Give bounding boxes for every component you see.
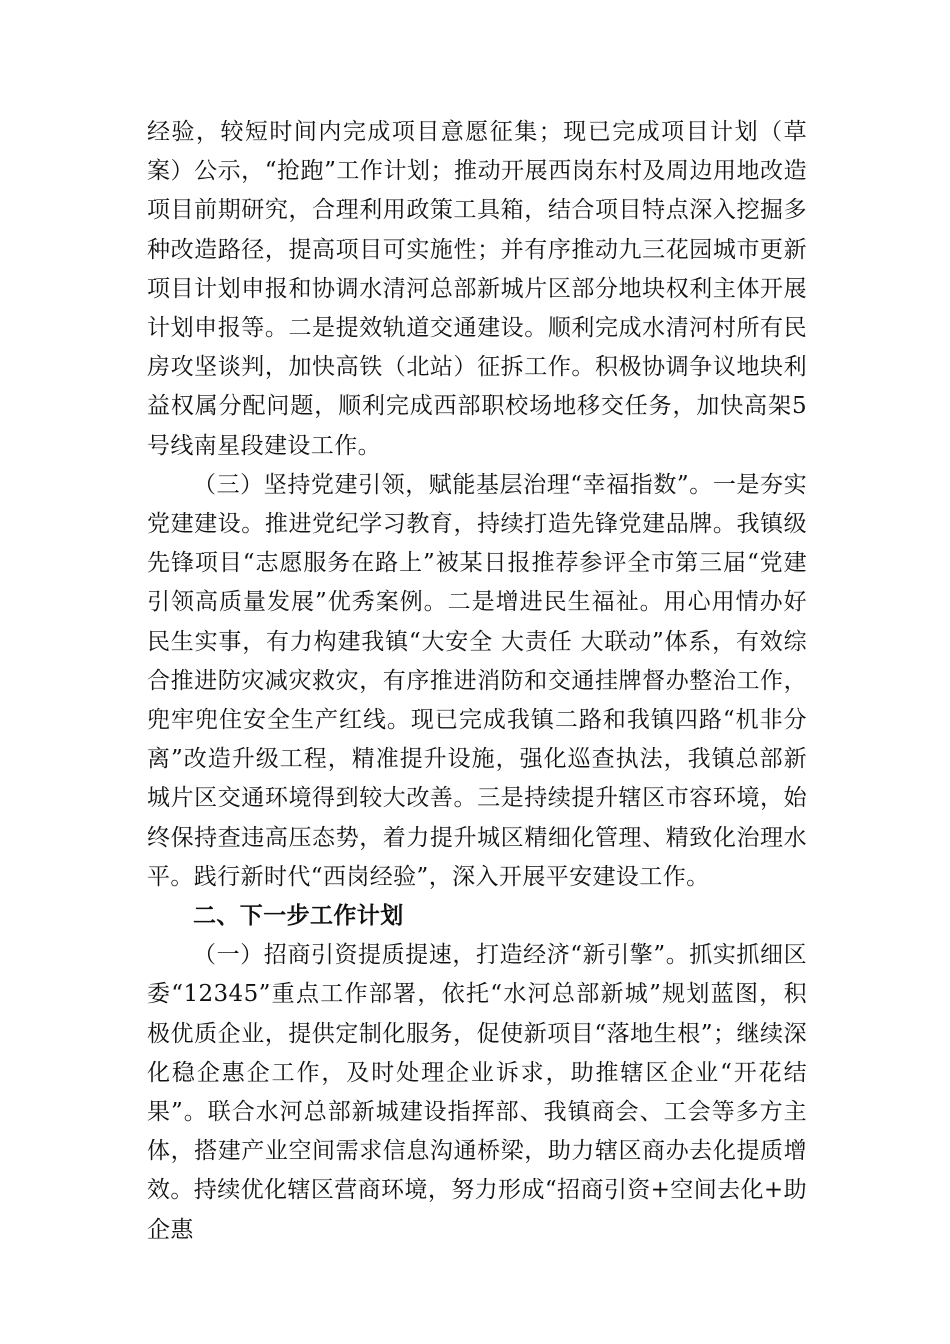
body-paragraph-3: （一）招商引资提质提速，打造经济“新引擎”。抓实抓细区委“12345”重点工作部署，依托“水河总部新城”规划蓝图，积极优质企业，提供定制化服务，促使新项目“落地生根”；继续深化稳企惠企工作，及时处理企业诉求，助推辖区企业“开花结果”。联合水河总部新城建设指挥部、我镇商会、工会等多方主体，搭建产业空间需求信息沟通桥梁，助力辖区商办去化提质增效。持续优化辖区营商环境，努力形成“招商引资+空间去化+助企惠 xyxy=(147,942,807,1243)
body-paragraph-1: 经验，较短时间内完成项目意愿征集；现已完成项目计划（草案）公示，“抢跑”工作计划；推动开展西岗东村及周边用地改造项目前期研究，合理利用政策工具箱，结合项目特点深入挖掘多种改造路径，提高项目可实施性；并有序推动九三花园城市更新项目计划申报和协调水清河总部新城片区部分地块权利主体开展计划申报等。二是提效轨道交通建设。顺利完成水清河村所有民房攻坚谈判，加快高铁（北站）征拆工作。积极协调争议地块利益权属分配问题，顺利完成西部职校场地移交任务，加快高架5号线南星段建设工作。 xyxy=(147,119,807,459)
body-paragraph-2: （三）坚持党建引领，赋能基层治理“幸福指数”。一是夯实党建建设。推进党纪学习教育，持续打造先锋党建品牌。我镇级先锋项目“志愿服务在路上”被某日报推荐参评全市第三届“党建引领高质量发展”优秀案例。二是增进民生福祉。用心用情办好民生实事，有力构建我镇“大安全 大责任 大联动”体系，有效综合推进防灾减灾救灾，有序推进消防和交通挂牌督办整治工作，兜牢兜住安全生产红线。现已完成我镇二路和我镇四路“机非分离”改造升级工程，精准提升设施，强化巡查执法，我镇总部新城片区交通环境得到较大改善。三是持续提升辖区市容环境，始终保持查违高压态势，着力提升城区精细化管理、精致化治理水平。践行新时代“西岗经验”，深入开展平安建设工作。 xyxy=(147,471,807,890)
section-heading: 二、下一步工作计划 xyxy=(193,903,404,930)
document-page xyxy=(147,113,807,1250)
